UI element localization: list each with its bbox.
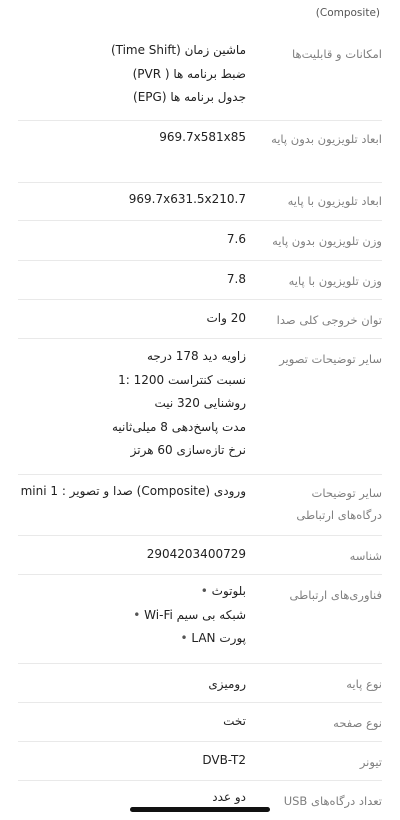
bullet-icon: • [180, 631, 192, 645]
spec-values [18, 345, 246, 463]
spec-row [18, 338, 382, 475]
spec-value-text: شبکه بی سیم Wi-Fi [144, 607, 246, 622]
spec-row [18, 33, 382, 121]
home-indicator[interactable] [130, 807, 270, 812]
spec-values [18, 786, 246, 810]
previous-row-fragment: (Composite) [315, 7, 380, 19]
spec-value-text: مدت پاسخ‌دهی 8 میلی‌ثانیه [112, 419, 246, 434]
bullet-icon: • [133, 607, 145, 622]
spec-value-text: دو عدد [212, 790, 246, 804]
spec-label: وزن تلویزیون با پایه [288, 274, 382, 288]
spec-value-text: 2904203400729 [146, 547, 246, 561]
spec-values [18, 673, 246, 697]
spec-value-text: 969.7x631.5x210.7 [128, 192, 246, 206]
spec-value-text: تخت [223, 714, 246, 728]
spec-row [18, 574, 382, 664]
spec-row [18, 182, 382, 221]
spec-label: ابعاد تلویزیون با پایه [287, 194, 382, 208]
spec-value [18, 749, 246, 773]
spec-values [18, 126, 246, 150]
spec-value-text: نسبت کنتراست 1200 :1 [118, 372, 246, 387]
spec-value [18, 39, 246, 63]
spec-value-text: نرخ تازه‌سازی 60 هرتز [130, 443, 246, 457]
spec-label: نوع صفحه [333, 716, 382, 730]
spec-row [18, 702, 382, 742]
spec-row [18, 663, 382, 703]
spec-value [18, 392, 246, 416]
spec-value-text: بلوتوث [211, 584, 246, 598]
spec-value [18, 439, 246, 463]
spec-values [18, 749, 246, 773]
spec-values [18, 307, 246, 331]
spec-value [18, 627, 246, 651]
spec-values [18, 710, 246, 734]
spec-value [18, 86, 246, 110]
spec-label: وزن تلویزیون بدون پایه [272, 234, 382, 248]
spec-label: فناوری‌های ارتباطی [289, 588, 382, 602]
spec-value-text: زاویه دید 178 درجه [146, 349, 246, 363]
spec-label: سایر توضیحات تصویر [279, 352, 382, 366]
spec-row [18, 299, 382, 339]
spec-value [18, 228, 246, 252]
spec-value [18, 345, 246, 369]
spec-row [18, 220, 382, 261]
spec-value [18, 369, 246, 393]
spec-row [18, 741, 382, 781]
spec-value-text: جدول برنامه ها (EPG) [133, 90, 246, 104]
spec-value-text: ضبط برنامه ها ( PVR) [132, 66, 246, 81]
spec-label: توان خروجی کلی صدا [276, 313, 382, 327]
spec-values [18, 580, 246, 651]
spec-label: نوع پایه [346, 677, 382, 691]
spec-label: شناسه [349, 549, 382, 563]
spec-value [18, 188, 246, 212]
spec-value [18, 604, 246, 628]
spec-value [18, 307, 246, 331]
spec-value-text: پورت LAN [191, 631, 246, 645]
spec-values [18, 188, 246, 212]
spec-row [18, 474, 382, 536]
spec-value-text: 969.7x581x85 [159, 130, 246, 144]
spec-row [18, 780, 382, 820]
spec-label: تعداد درگاه‌های USB [283, 794, 382, 808]
spec-value [18, 786, 246, 810]
spec-value [18, 268, 246, 292]
spec-label: تیونر [359, 755, 382, 769]
spec-value-text: ورودی (Composite) صدا و تصویر : mini 1 [20, 484, 246, 498]
spec-value [18, 480, 246, 504]
spec-values [18, 480, 246, 504]
spec-values [18, 39, 246, 110]
spec-value [18, 580, 246, 604]
spec-label: سایر توضیحات درگاه‌های ارتباطی [296, 486, 382, 522]
spec-value [18, 673, 246, 697]
spec-value [18, 710, 246, 734]
spec-row [18, 260, 382, 300]
bullet-icon: • [200, 584, 212, 598]
spec-values [18, 268, 246, 292]
spec-value-text: رومیزی [208, 677, 246, 691]
spec-value-text: روشنایی 320 نیت [154, 396, 246, 410]
spec-value-text: 7.8 [226, 272, 246, 286]
spec-value-text: DVB-T2 [202, 753, 246, 767]
spec-row [18, 120, 382, 183]
spec-value [18, 416, 246, 440]
spec-row [18, 535, 382, 575]
spec-value [18, 543, 246, 567]
spec-label: امکانات و قابلیت‌ها [292, 47, 382, 61]
spec-value [18, 126, 246, 150]
spec-values [18, 543, 246, 567]
spec-values [18, 228, 246, 252]
spec-value-text: 7.6 [226, 232, 246, 246]
spec-label: ابعاد تلویزیون بدون پایه [271, 132, 382, 146]
spec-value [18, 63, 246, 87]
spec-value-text: 20 وات [206, 311, 246, 325]
spec-value-text: ماشین زمان (Time Shift) [110, 43, 246, 57]
